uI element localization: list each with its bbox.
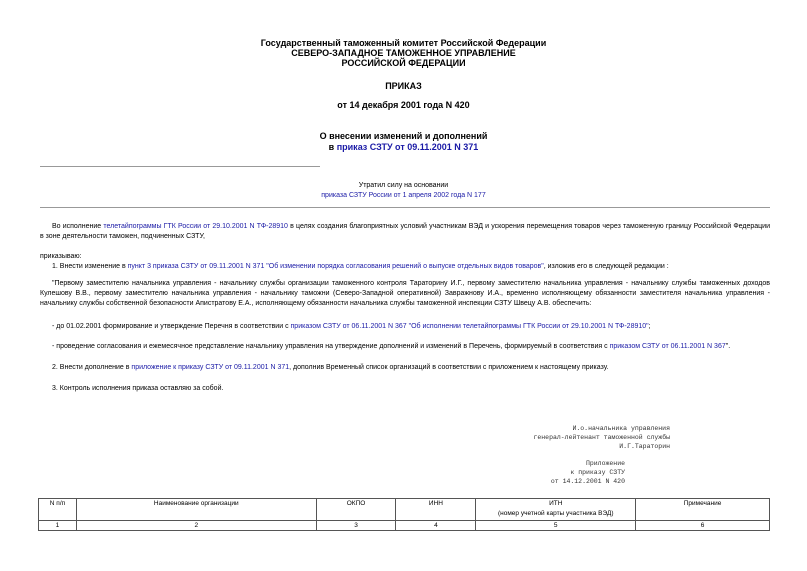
item-2: [40, 363, 770, 373]
preamble-text-end: в целях создания благоприятных условий участникам ВЭД и ускорения перемещения товаров через таможенную границу Российской Федерации в зоне деятельности таможен, подчиненных СЗТУ,: [40, 223, 770, 240]
dash-1-text-end: ;: [648, 323, 651, 330]
item-1-text-end: , изложив его в следующей редакции :: [543, 263, 669, 270]
document-title-line1: О внесении изменений и дополнений: [319, 131, 488, 141]
signature-rank: генерал-лейтенант таможенной службы: [533, 434, 670, 441]
order-word: приказываю:: [40, 253, 82, 260]
issuer-name: Государственный таможенный комитет Российской Федерации: [260, 38, 547, 48]
issuer-subdivision: СЕВЕРО-ЗАПАДНОЕ ТАМОЖЕННОЕ УПРАВЛЕНИЕ: [291, 48, 516, 58]
organizations-table: [38, 498, 770, 531]
header-cell-name: Наименование организации: [76, 499, 316, 521]
document-title-line2: [0, 142, 807, 153]
title-prefix: в: [328, 142, 337, 152]
table-header-row: [39, 499, 770, 521]
dash-2-text-end: ".: [725, 343, 731, 350]
header-cell-okpo: ОКПО: [316, 499, 396, 521]
document-date-number: от 14 декабря 2001 года N 420: [337, 100, 470, 110]
header-cell-number: N п/п: [39, 499, 77, 521]
separator-line: [40, 166, 320, 167]
validity-link[interactable]: приказа СЗТУ России от 1 апреля 2002 года N 177: [321, 192, 486, 199]
signature-name: И.Г.Тараторин: [619, 443, 670, 450]
validity-note: Утратил силу на основании: [358, 182, 449, 189]
preamble-text: Во исполнение: [52, 223, 104, 230]
col-number-6: 6: [636, 521, 770, 531]
appendix-date: от 14.12.2001 N 420: [550, 478, 625, 485]
teletype-link[interactable]: телетайпограммы ГТК России от 29.10.2001 N ТФ-28910: [103, 223, 288, 230]
item-2-text-end: , дополнив Временный список организаций в соответствии с приложением к настоящему приказу.: [289, 364, 609, 371]
header-cell-note: Примечание: [636, 499, 770, 521]
item-1: [40, 262, 770, 272]
appendix-order: к приказу СЗТУ: [570, 469, 625, 476]
item-3: 3. Контроль исполнения приказа оставляю за собой.: [52, 385, 224, 392]
dash-1-link[interactable]: приказом СЗТУ от 06.11.2001 N 367 "Об исполнении телетайпограммы ГТК России от 29.10.2001 N ТФ-28910": [290, 323, 649, 330]
header-cell-itn: [476, 499, 636, 521]
col-number-3: 3: [316, 521, 396, 531]
itn-subtitle: (номер учетной карты участника ВЭД): [497, 510, 614, 517]
dash-item-2: [40, 342, 770, 352]
dash-2-link[interactable]: приказом СЗТУ от 06.11.2001 N 367: [609, 343, 726, 350]
quoted-paragraph: "Первому заместителю начальника управления - начальнику службы организации таможенного контроля Тараторину И.Г., первому заместителю начальника управления - начальнику службы таможенных доходов Кулешову В.В., первому заместителю начальника управления - начальнику таможни (Северо-Западной оперативной) Завражнову И.А., временно исполняющему обязанности заместителя начальника управления - начальнику службы собственной безопасности Апистратову Е.А., исполняющему обязанности начальника службы таможенной инспекции СЗТУ Швецу А.В. обеспечить:: [40, 280, 770, 307]
header-cell-inn: ИНН: [396, 499, 476, 521]
dash-2-text: - проведение согласования и ежемесячное представление начальнику управления на утверждение дополнений и изменений в Перечень, формируемый в соответствия с: [52, 343, 610, 350]
issuer-country: РОССИЙСКОЙ ФЕДЕРАЦИИ: [341, 58, 466, 68]
col-number-4: 4: [396, 521, 476, 531]
itn-label: ИТН: [549, 500, 563, 507]
col-number-1: 1: [39, 521, 77, 531]
title-order-link[interactable]: приказ СЗТУ от 09.11.2001 N 371: [336, 142, 479, 152]
item-2-link[interactable]: приложение к приказу СЗТУ от 09.11.2001 N 371: [131, 364, 290, 371]
separator-line-2: [40, 207, 770, 208]
col-number-5: 5: [476, 521, 636, 531]
appendix-label: Приложение: [585, 460, 625, 467]
item-1-text: 1. Внести изменение в: [52, 263, 128, 270]
item-2-text: 2. Внести дополнение в: [52, 364, 132, 371]
dash-1-text: - до 01.02.2001 формирование и утверждение Перечня в соответствии с: [52, 323, 291, 330]
table-row: [39, 521, 770, 531]
signature-position: И.о.начальника управления: [572, 425, 670, 432]
col-number-2: 2: [76, 521, 316, 531]
dash-item-1: [40, 322, 770, 332]
item-1-link[interactable]: пункт 3 приказа СЗТУ от 09.11.2001 N 371 "Об изменении порядка согласования решений о выпуске отдельных видов товаров": [127, 263, 544, 270]
document-type: ПРИКАЗ: [385, 81, 422, 91]
paragraph-preamble: [40, 222, 770, 242]
